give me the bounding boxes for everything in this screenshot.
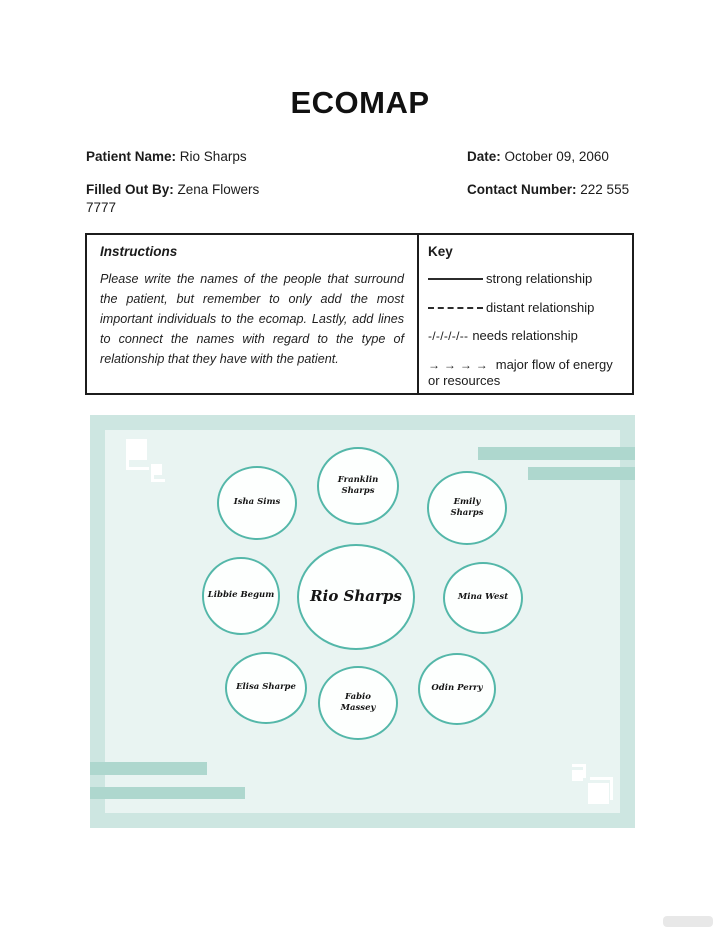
decor-corner-bracket [126,447,149,470]
needs-relationship-symbol: -/-/-/-/-- [428,329,469,344]
node-name: Elisa Sharpe [236,682,296,693]
ecomap-node-elisa-sharpe [225,652,307,724]
key-item-label: needs relationship [472,328,578,344]
key-item-label: major flow of energy or resources [428,356,613,388]
patient-name-field [86,148,247,166]
flow-arrows-icon: → → → → [428,357,489,372]
decor-bar-bottom-left-1 [90,762,207,775]
key-item-label: strong relationship [486,271,593,286]
contact-number-field [467,181,629,199]
ecomap-node-mina-west [443,562,523,634]
decor-corner-bracket [151,468,165,482]
node-name: Emily Sharps [450,496,484,518]
node-name: Mina West [457,592,509,603]
page-title: ECOMAP [290,85,430,120]
node-name: Odin Perry [431,683,483,694]
ecomap-node-isha-sims [217,466,297,540]
distant-relationship-line-icon [428,300,486,316]
ecomap-node-emily-sharps [427,471,507,545]
key-item-energy-flow [428,357,622,390]
patient-name-label: Patient Name: [86,149,177,164]
patient-name-value: Rio Sharps [179,149,247,164]
filled-out-by-value: Zena Flowers 7777 [86,182,260,215]
contact-number-value: 222 555 [580,182,630,197]
contact-number-label: Contact Number: [467,182,577,197]
key-item-needs [428,328,622,344]
decor-corner-bracket [590,777,613,800]
node-name: Rio Sharps [310,587,402,606]
ecomap-node-rio-sharps-patient [297,544,415,650]
key-heading: Key [428,244,453,259]
ecomap-node-fabio-massey [318,666,398,740]
node-name: Libbie Begum [207,590,275,601]
filled-out-by-field [86,181,272,216]
strong-relationship-line-icon [428,271,486,287]
ecomap-node-libbie-begum [202,557,280,635]
ecomap-node-franklin-sharps [317,447,399,525]
date-label: Date: [467,149,501,164]
instructions-key-box [85,233,634,395]
ecomap-node-odin-perry [418,653,496,725]
instructions-panel [87,235,419,393]
date-value: October 09, 2060 [504,149,609,164]
instructions-heading: Instructions [100,244,178,259]
key-item-label: distant relationship [486,299,595,315]
ecomap-diagram [90,415,635,828]
date-field [467,148,609,166]
key-item-strong [428,271,622,288]
decor-bar-top-right-1 [478,447,635,460]
key-panel [419,235,632,393]
node-name: Fabio Massey [340,691,376,713]
watermark [663,916,713,927]
node-name: Franklin Sharps [337,474,379,496]
decor-bar-top-right-2 [528,467,635,480]
node-name: Isha Sims [233,497,281,508]
decor-corner-bracket [572,764,586,778]
filled-out-by-label: Filled Out By: [86,182,174,197]
key-item-distant [428,300,622,317]
decor-bar-bottom-left-2 [90,787,245,799]
instructions-body: Please write the names of the people that surround the patient, but remember to only add the most important individuals to the ecomap. Lastly, add lines to connect the names with regard to the type of relationship that they have with the patient. [100,272,404,366]
